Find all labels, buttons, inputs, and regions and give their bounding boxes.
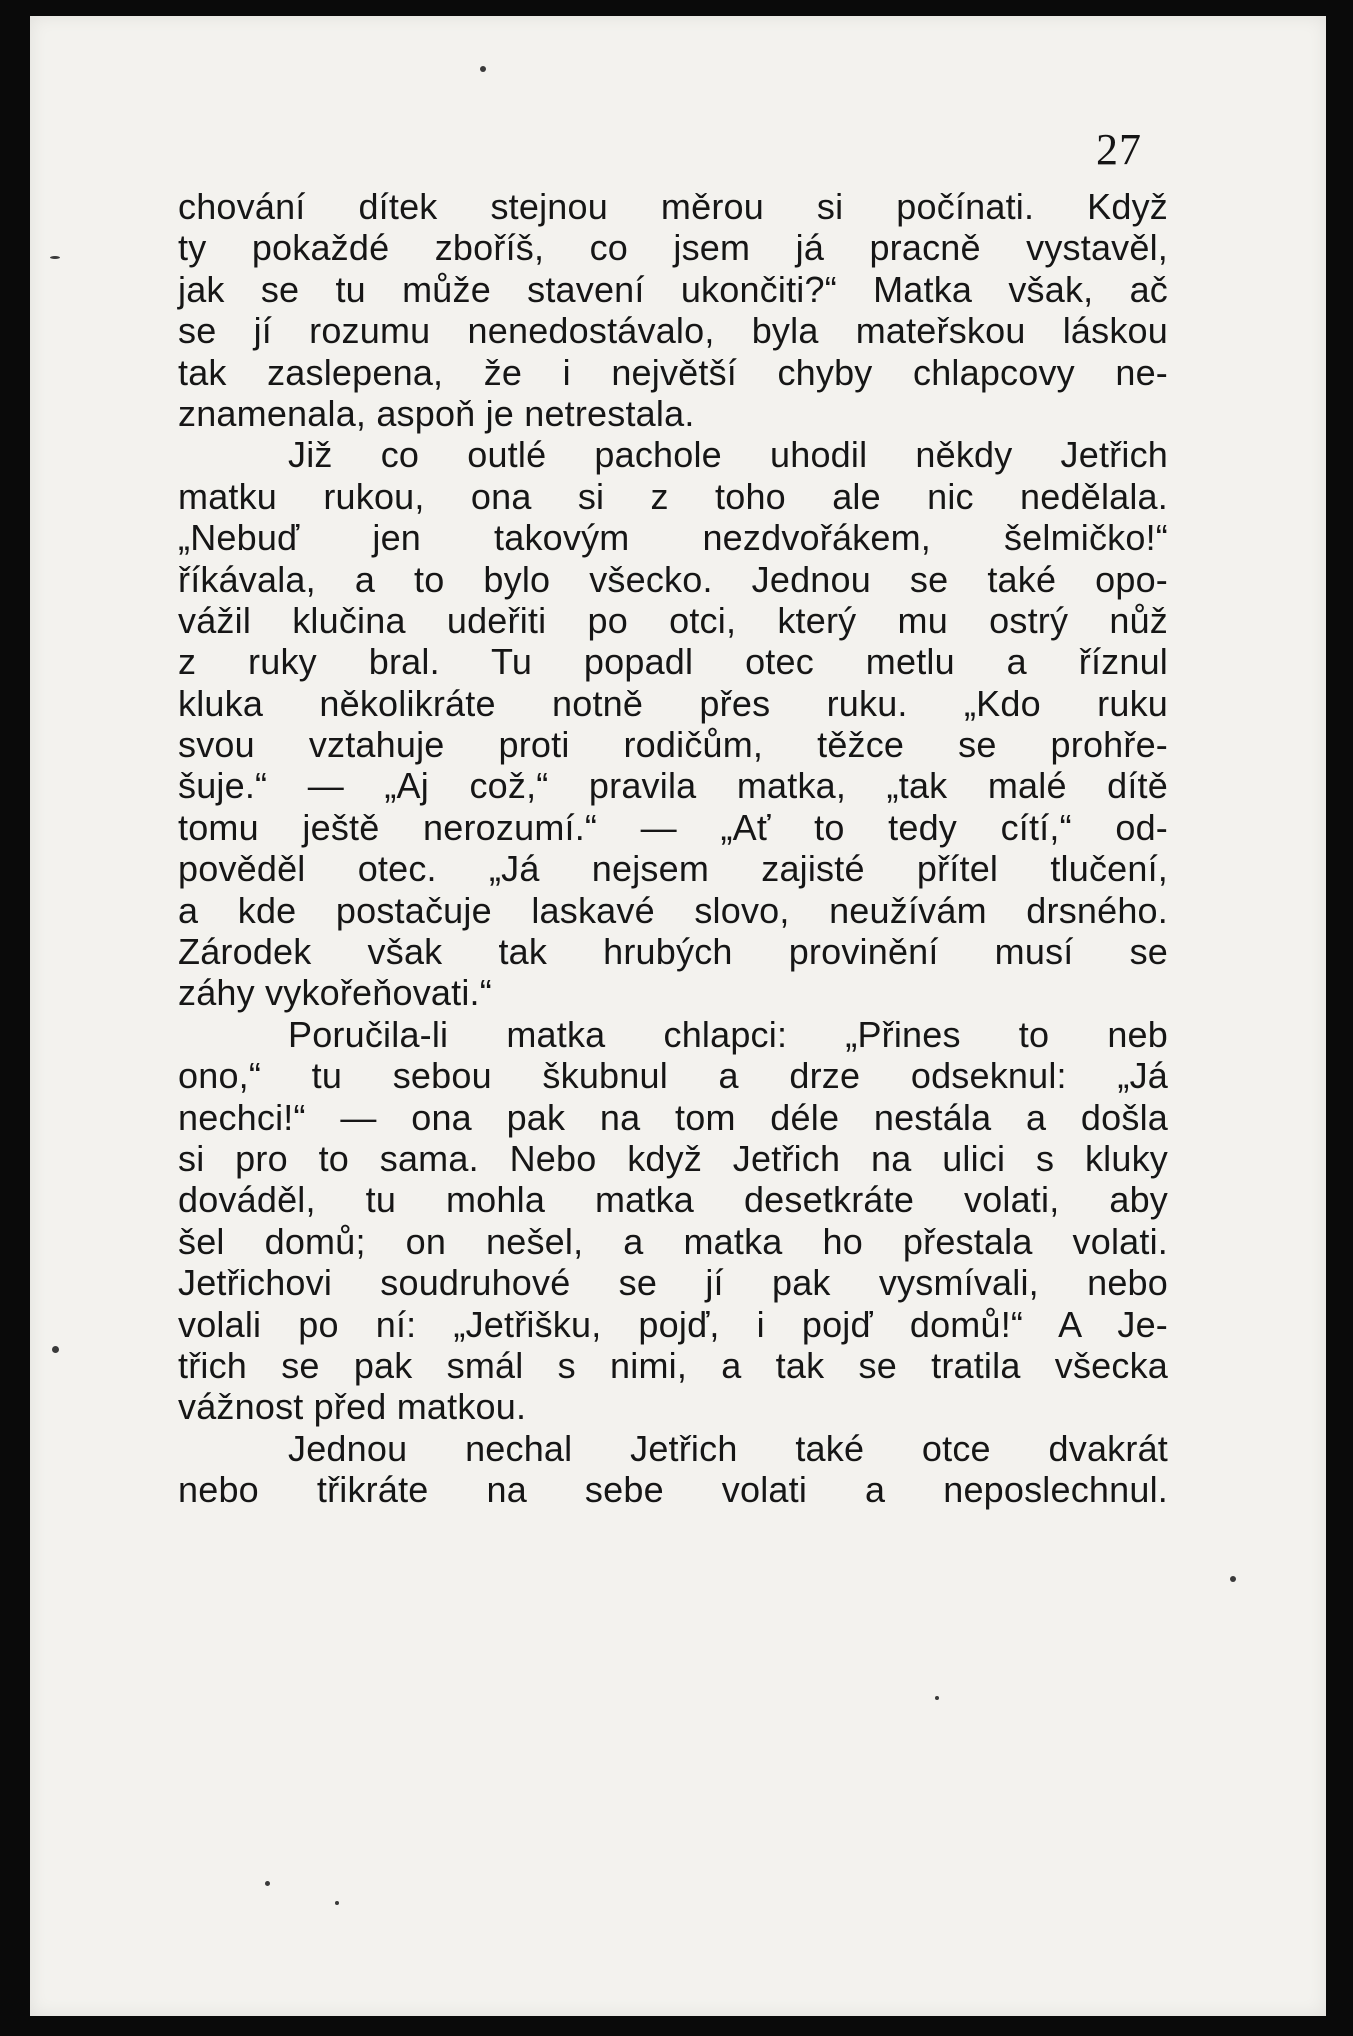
body-text [178,186,1168,1511]
text-line: „Nebuď jen takovým nezdvořákem, šelmičko!“ [178,517,1168,559]
scan-speck [480,66,486,72]
text-line: volali po ní: „Jetřišku, pojď, i pojď domů!“ A Je- [178,1303,1168,1345]
text-line: si pro to sama. Nebo když Jetřich na ulici s kluky [178,1137,1168,1179]
text-line: Již co outlé pachole uhodil někdy Jetřich [288,434,1168,476]
text-line: a kde postačuje laskavé slovo, neužívám drsného. [178,889,1168,931]
text-line: chování dítek stejnou měrou si počínati. Když [178,186,1168,227]
text-line: Jednou nechal Jetřich také otce dvakrát [288,1427,1168,1469]
text-line: Jetřichovi soudruhové se jí pak vysmívali, nebo [178,1262,1168,1304]
text-line: jak se tu může stavení ukončiti?“ Matka však, ač [178,268,1168,310]
text-line: říkávala, a to bylo všecko. Jednou se také opo- [178,558,1168,600]
scan-speck [265,1881,270,1886]
scan-speck [52,1346,59,1353]
text-line: tomu ještě nerozumí.“ — „Ať to tedy cítí,“ od- [178,806,1168,848]
text-line: kluka několikráte notně přes ruku. „Kdo ruku [178,682,1168,724]
text-line: šel domů; on nešel, a matka ho přestala volati. [178,1220,1168,1262]
scan-speck [935,1696,939,1700]
text-line: nechci!“ — ona pak na tom déle nestála a došla [178,1096,1168,1138]
text-line: Poručila-li matka chlapci: „Přines to neb [288,1013,1168,1055]
text-line: z ruky bral. Tu popadl otec metlu a říznul [178,641,1168,683]
text-line: nebo třikráte na sebe volati a neposlechnul. [178,1469,1168,1511]
text-line: dováděl, tu mohla matka desetkráte volati, aby [178,1179,1168,1221]
text-line: znamenala, aspoň je netrestala. [178,392,695,434]
text-line: matku rukou, ona si z toho ale nic nedělala. [178,475,1168,517]
text-line: vážil klučina udeřiti po otci, který mu ostrý nůž [178,599,1168,641]
text-line: tak zaslepena, že i největší chyby chlapcovy ne- [178,351,1168,393]
text-line: ty pokaždé zboříš, co jsem já pracně vystavěl, [178,227,1168,269]
text-line: vážnost před matkou. [178,1386,527,1428]
text-line: se jí rozumu nenedostávalo, byla mateřskou láskou [178,310,1168,352]
text-line: šuje.“ — „Aj což,“ pravila matka, „tak malé dítě [178,765,1168,807]
text-line: svou vztahuje proti rodičům, těžce se prohře- [178,724,1168,766]
text-line: třich se pak smál s nimi, a tak se tratila všecka [178,1344,1168,1386]
book-page [30,16,1326,2016]
scan-speck [1230,1576,1236,1582]
scan-speck [335,1901,339,1905]
text-line: ono,“ tu sebou škubnul a drze odseknul: „Já [178,1055,1168,1097]
text-line: pověděl otec. „Já nejsem zajisté přítel tlučení, [178,848,1168,890]
page-number: 27 [1096,125,1142,174]
scan-speck [50,256,60,259]
text-line: Zárodek však tak hrubých provinění musí se [178,931,1168,973]
text-line: záhy vykořeňovati.“ [178,972,492,1014]
